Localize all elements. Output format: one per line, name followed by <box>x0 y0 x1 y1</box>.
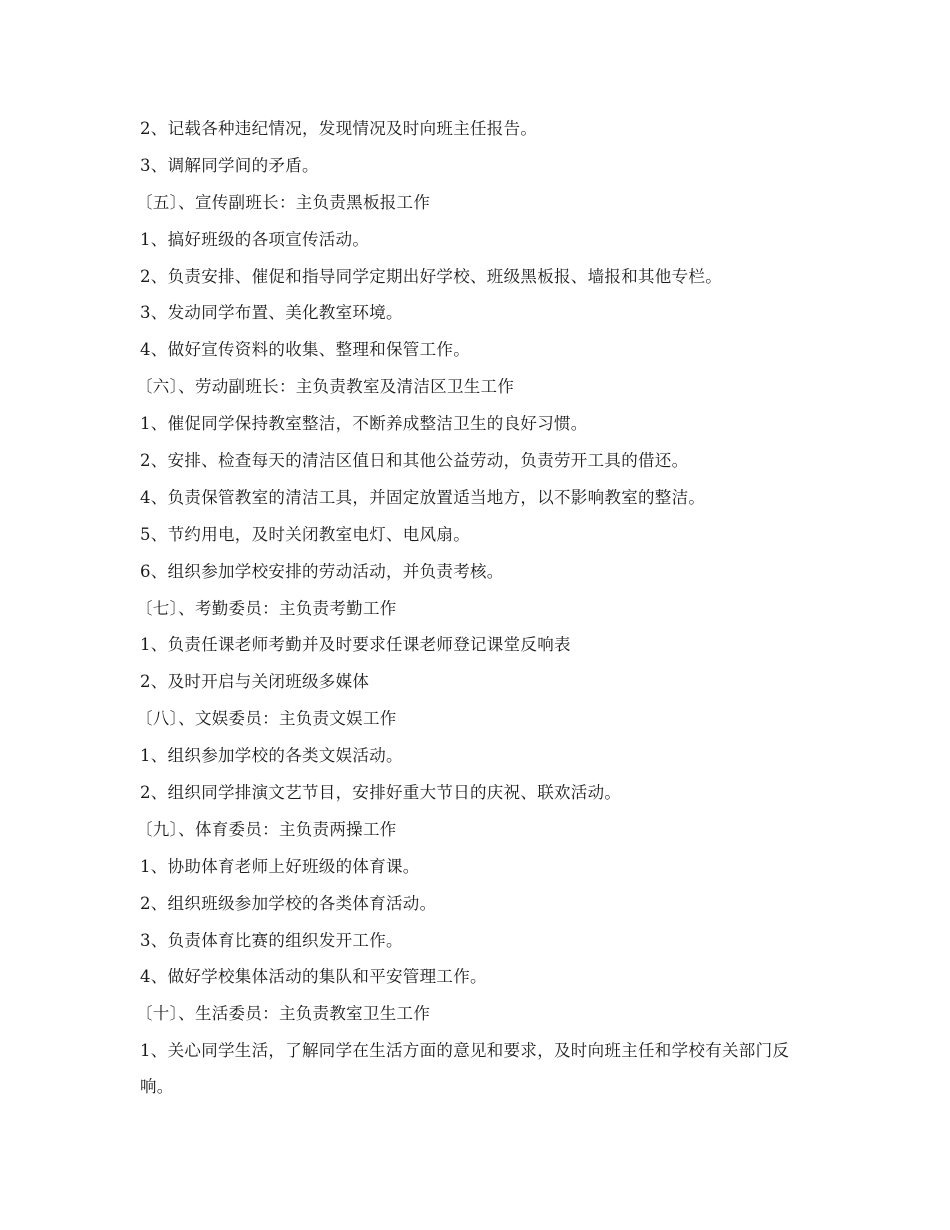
text-line: 3、发动同学布置、美化教室环境。 <box>140 303 403 323</box>
section-heading: 〔五〕、宣传副班长：主负责黑板报工作 <box>136 192 431 212</box>
text-line: 4、做好宣传资料的收集、整理和保管工作。 <box>140 340 470 360</box>
text-line: 4、做好学校集体活动的集队和平安管理工作。 <box>140 967 487 987</box>
last-paragraph: 1、关心同学生活，了解同学在生活方面的意见和要求，及时向班主任和学校有关部门反响。 <box>140 1041 790 1097</box>
text-line: 1、催促同学保持教室整洁，不断养成整洁卫生的良好习惯。 <box>140 414 588 434</box>
text-line: 4、负责保管教室的清洁工具，并固定放置适当地方，以不影响教室的整洁。 <box>140 487 706 507</box>
text-line: 2、组织班级参加学校的各类体育活动。 <box>140 893 437 913</box>
document-body <box>136 117 812 1118</box>
text-line: 2、组织同学排演文艺节目，安排好重大节日的庆祝、联欢活动。 <box>140 783 622 803</box>
text-line: 5、节约用电，及时关闭教室电灯、电风扇。 <box>140 524 470 544</box>
section-heading: 〔六〕、劳动副班长：主负责教室及清洁区卫生工作 <box>136 377 515 397</box>
text-line: 1、搞好班级的各项宣传活动。 <box>140 229 370 249</box>
section-heading: 〔九〕、体育委员：主负责两操工作 <box>136 819 397 839</box>
text-line: 3、调解同学间的矛盾。 <box>140 155 319 175</box>
section-heading: 〔十〕、生活委员：主负责教室卫生工作 <box>136 1004 431 1024</box>
text-line: 2、安排、检查每天的清洁区值日和其他公益劳动，负责劳开工具的借还。 <box>140 451 689 471</box>
text-line: 3、负责体育比赛的组织发开工作。 <box>140 930 403 950</box>
text-line: 1、协助体育老师上好班级的体育课。 <box>140 856 420 876</box>
text-line: 1、组织参加学校的各类文娱活动。 <box>140 746 403 766</box>
text-line: 2、负责安排、催促和指导同学定期出好学校、班级黑板报、墙报和其他专栏。 <box>140 266 722 286</box>
text-line: 1、负责任课老师考勤并及时要求任课老师登记课堂反响表 <box>140 635 571 655</box>
section-heading: 〔七〕、考勤委员：主负责考勤工作 <box>136 598 397 618</box>
text-line: 2、记载各种违纪情况，发现情况及时向班主任报告。 <box>140 119 538 138</box>
section-heading: 〔八〕、文娱委员：主负责文娱工作 <box>136 709 397 729</box>
text-line: 2、及时开启与关闭班级多媒体 <box>140 672 370 692</box>
text-line: 6、组织参加学校安排的劳动活动，并负责考核。 <box>140 561 504 581</box>
